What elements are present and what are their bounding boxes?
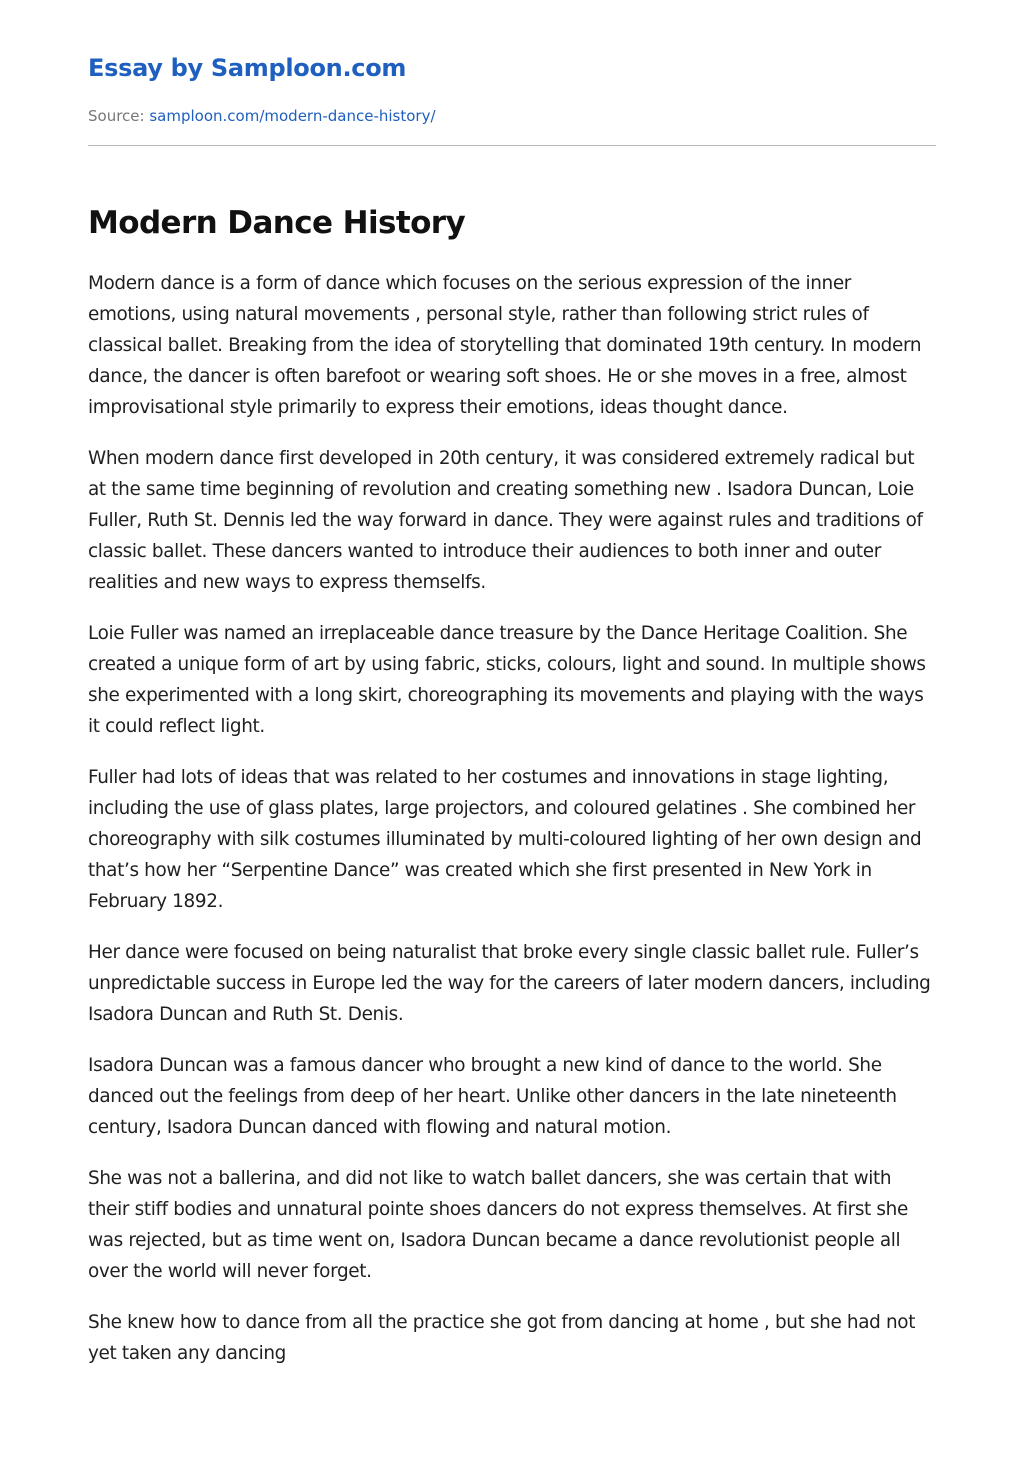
essay-paragraph: Her dance were focused on being naturalist that broke every single classic ballet rule. Fuller’s unpredictable success in Europe led the way for the careers of later modern dancers, including Isadora Duncan and Ruth St. Denis. bbox=[88, 942, 931, 1025]
source-label: Source: bbox=[88, 107, 145, 125]
essay-paragraph: She was not a ballerina, and did not like to watch ballet dancers, she was certain that with their stiff bodies and unnatural pointe shoes dancers do not express themselves. At first she was rejected, but as time went on, Isadora Duncan became a dance revolutionist people all over the world will never forget. bbox=[88, 1168, 908, 1282]
essay-paragraph: Isadora Duncan was a famous dancer who brought a new kind of dance to the world. She danced out the feelings from deep of her heart. Unlike other dancers in the late nineteenth century, Isadora Duncan danced with flowing and natural motion. bbox=[88, 1055, 897, 1138]
essay-paragraph: Loie Fuller was named an irreplaceable dance treasure by the Dance Heritage Coalition. She created a unique form of art by using fabric, sticks, colours, light and sound. In multiple shows she experimented with a long skirt, choreographing its movements and playing with the ways it could reflect light. bbox=[88, 623, 926, 737]
essay-paragraph: She knew how to dance from all the practice she got from dancing at home , but she had not yet taken any dancing bbox=[88, 1312, 916, 1364]
essay-paragraph: Fuller had lots of ideas that was related to her costumes and innovations in stage lighting, including the use of glass plates, large projectors, and coloured gelatines . She combined her choreography with silk costumes illuminated by multi-coloured lighting of her own design and that’s how her “Serpentine Dance” was created which she first presented in New York in February 1892. bbox=[88, 767, 922, 912]
source-line bbox=[88, 106, 436, 126]
essay-title: Modern Dance History bbox=[88, 205, 466, 241]
header-divider bbox=[88, 145, 936, 146]
essay-paragraph: Modern dance is a form of dance which focuses on the serious expression of the inner emotions, using natural movements , personal style, rather than following strict rules of classical ballet. Breaking from the idea of storytelling that dominated 19th century. In modern dance, the dancer is often barefoot or wearing soft shoes. He or she moves in a free, almost improvisational style primarily to express their emotions, ideas thought dance. bbox=[88, 273, 922, 418]
essay-body bbox=[88, 268, 936, 1389]
site-brand: Essay by Samploon.com bbox=[88, 54, 407, 82]
essay-paragraph: When modern dance first developed in 20th century, it was considered extremely radical but at the same time beginning of revolution and creating something new . Isadora Duncan, Loie Fuller, Ruth St. Dennis led the way forward in dance. They were against rules and traditions of classic ballet. These dancers wanted to introduce their audiences to both inner and outer realities and new ways to express themselfs. bbox=[88, 448, 923, 593]
source-link[interactable]: samploon.com/modern-dance-history/ bbox=[149, 107, 436, 125]
